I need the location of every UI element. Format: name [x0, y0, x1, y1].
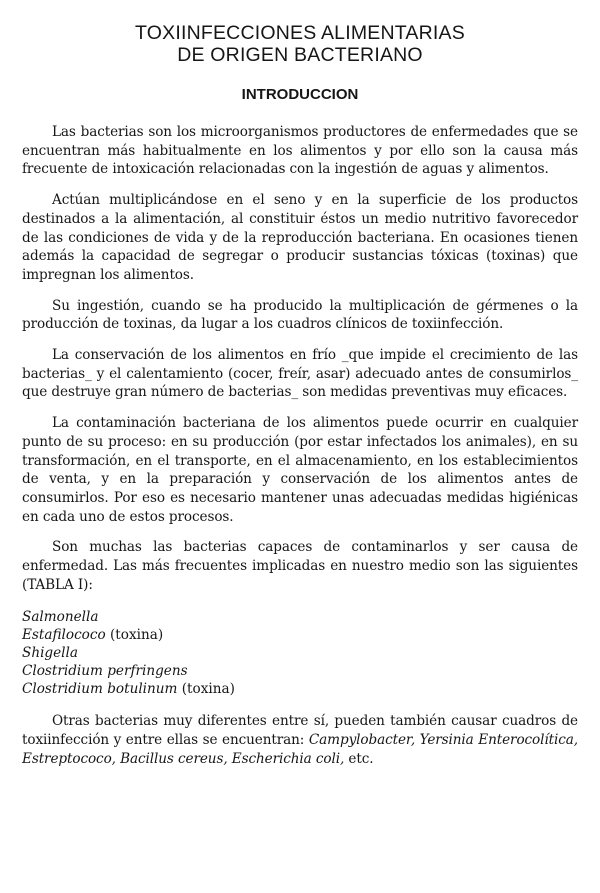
paragraph-5: La contaminación bacteriana de los alimentos puede ocurrir en cualquier punto de su proceso: en su producción (por estar infectados los animales), en su transformación, en el transporte, en el almacenamiento, en los establecimientos de venta, y en la preparación y conservación de los alimentos antes de consumirlos. Por eso es necesario mantener unas adecuadas medidas higiénicas en cada uno de estos procesos.: [22, 415, 578, 525]
bacteria-list: [22, 608, 578, 698]
paragraph-1: Las bacterias son los microorganismos productores de enfermedades que se encuentran más habitualmente en los alimentos y por ello son la causa más frecuente de intoxicación relacionadas con la ingestión de aguas y alimentos.: [22, 124, 578, 178]
list-item: Shigella: [22, 645, 78, 662]
paragraph-3: Su ingestión, cuando se ha producido la multiplicación de gérmenes o la producción de toxinas, da lugar a los cuadros clínicos de toxiinfección.: [22, 297, 578, 333]
list-item: Estafilococo (toxina): [22, 627, 164, 644]
section-heading: INTRODUCCION: [241, 86, 359, 103]
title-line-1: TOXIINFECCIONES ALIMENTARIAS: [135, 22, 465, 44]
title-line-2: DE ORIGEN BACTERIANO: [177, 44, 423, 66]
list-item: Clostridium perfringens: [22, 663, 188, 680]
closing-intro: Otras bacterias muy diferentes entre sí, pueden también causar cuadros de toxiinfección y entre ellas se encuentran:: [22, 713, 578, 749]
document-title: [22, 22, 578, 66]
closing-paragraph: [22, 712, 578, 768]
paragraph-4: La conservación de los alimentos en frío _que impide el crecimiento de las bacterias_ y el calentamiento (cocer, freír, asar) adecuado antes de consumirlos_ que destruye gran número de bacterias_ son medidas preventivas muy eficaces.: [22, 347, 578, 401]
closing-examples: Campylobacter, Yersinia Enterocolítica, Estreptococo, Bacillus cereus, Escherichia coli,: [22, 732, 578, 767]
paragraph-2: Actúan multiplicándose en el seno y en la superficie de los productos destinados a la alimentación, al constituir éstos un medio nutritivo favorecedor de las condiciones de vida y de la reproducción bacteriana. En ocasiones tienen además la capacidad de segregar o producir sustancias tóxicas (toxinas) que impregnan los alimentos.: [22, 192, 578, 283]
list-item: Salmonella: [22, 609, 99, 626]
closing-end: etc.: [344, 750, 374, 767]
list-item: Clostridium botulinum (toxina): [22, 681, 235, 698]
paragraph-6: Son muchas las bacterias capaces de contaminarlos y ser causa de enfermedad. Las más frecuentes implicadas en nuestro medio son las siguientes (TABLA I):: [22, 539, 578, 593]
